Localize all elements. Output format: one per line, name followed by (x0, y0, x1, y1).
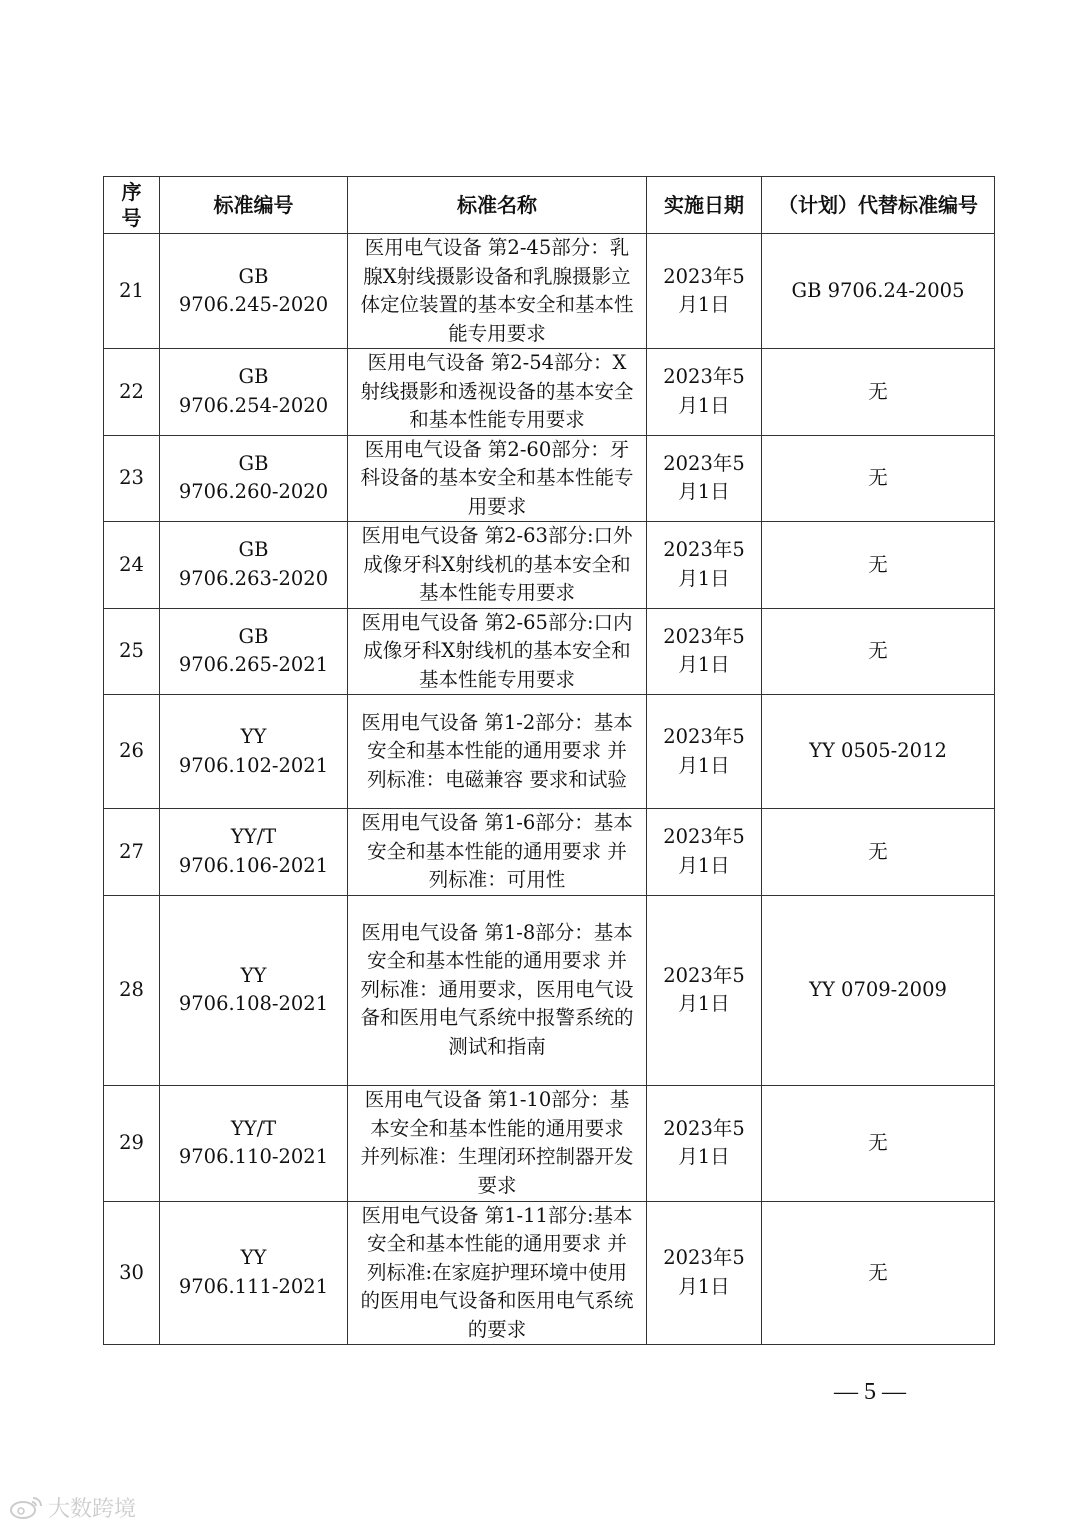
row-replaced-standard: 无 (762, 1085, 995, 1201)
table-row (104, 695, 995, 809)
table-row (104, 608, 995, 695)
row-standard-code: YY/T 9706.110-2021 (160, 1085, 348, 1201)
row-standard-code: GB 9706.260-2020 (160, 435, 348, 522)
row-effective-date: 2023年5 月1日 (647, 435, 762, 522)
header-standard-code: 标准编号 (160, 177, 348, 234)
row-effective-date: 2023年5 月1日 (647, 522, 762, 609)
row-index: 22 (104, 349, 160, 436)
row-replaced-standard: YY 0505-2012 (762, 695, 995, 809)
row-effective-date: 2023年5 月1日 (647, 608, 762, 695)
row-effective-date: 2023年5 月1日 (647, 234, 762, 349)
row-effective-date: 2023年5 月1日 (647, 895, 762, 1085)
row-effective-date: 2023年5 月1日 (647, 349, 762, 436)
header-effective-date: 实施日期 (647, 177, 762, 234)
table-row (104, 1201, 995, 1345)
row-standard-name: 医用电气设备 第2-60部分：牙科设备的基本安全和基本性能专用要求 (348, 435, 647, 522)
row-replaced-standard: 无 (762, 435, 995, 522)
row-index: 29 (104, 1085, 160, 1201)
row-standard-name: 医用电气设备 第2-45部分：乳腺X射线摄影设备和乳腺摄影立体定位装置的基本安全和基本性能专用要求 (348, 234, 647, 349)
row-standard-code: GB 9706.245-2020 (160, 234, 348, 349)
weibo-icon (8, 1494, 44, 1520)
row-effective-date: 2023年5 月1日 (647, 1201, 762, 1345)
header-replaced-standard: （计划）代替标准编号 (762, 177, 995, 234)
row-replaced-standard: 无 (762, 809, 995, 896)
row-standard-name: 医用电气设备 第1-10部分：基本安全和基本性能的通用要求 并列标准：生理闭环控制器开发要求 (348, 1085, 647, 1201)
row-effective-date: 2023年5 月1日 (647, 1085, 762, 1201)
row-replaced-standard: 无 (762, 608, 995, 695)
table-row (104, 234, 995, 349)
header-standard-name: 标准名称 (348, 177, 647, 234)
table-row (104, 435, 995, 522)
table-row (104, 1085, 995, 1201)
watermark-text: 大数跨境 (48, 1496, 137, 1522)
row-effective-date: 2023年5 月1日 (647, 809, 762, 896)
table-row (104, 522, 995, 609)
row-index: 26 (104, 695, 160, 809)
row-index: 23 (104, 435, 160, 522)
header-index: 序 号 (104, 177, 160, 234)
row-standard-name: 医用电气设备 第2-54部分：X射线摄影和透视设备的基本安全和基本性能专用要求 (348, 349, 647, 436)
row-standard-name: 医用电气设备 第1-11部分:基本安全和基本性能的通用要求 并列标准:在家庭护理环境中使用的医用电气设备和医用电气系统的要求 (348, 1201, 647, 1345)
row-effective-date: 2023年5 月1日 (647, 695, 762, 809)
row-index: 30 (104, 1201, 160, 1345)
standards-table (103, 176, 995, 1345)
row-replaced-standard: YY 0709-2009 (762, 895, 995, 1085)
row-standard-code: YY/T 9706.106-2021 (160, 809, 348, 896)
row-replaced-standard: GB 9706.24-2005 (762, 234, 995, 349)
row-index: 21 (104, 234, 160, 349)
row-standard-code: YY 9706.102-2021 (160, 695, 348, 809)
row-standard-name: 医用电气设备 第1-8部分：基本安全和基本性能的通用要求 并列标准：通用要求，医用电气设备和医用电气系统中报警系统的测试和指南 (348, 895, 647, 1085)
row-standard-code: GB 9706.263-2020 (160, 522, 348, 609)
page-number: — 5 — (834, 1379, 906, 1405)
row-standard-name: 医用电气设备 第1-6部分：基本安全和基本性能的通用要求 并列标准：可用性 (348, 809, 647, 896)
row-standard-name: 医用电气设备 第2-65部分:口内成像牙科X射线机的基本安全和基本性能专用要求 (348, 608, 647, 695)
row-replaced-standard: 无 (762, 522, 995, 609)
row-standard-code: GB 9706.265-2021 (160, 608, 348, 695)
table-header-row (104, 177, 995, 234)
row-standard-code: YY 9706.111-2021 (160, 1201, 348, 1345)
row-index: 25 (104, 608, 160, 695)
row-index: 24 (104, 522, 160, 609)
row-standard-code: GB 9706.254-2020 (160, 349, 348, 436)
table-row (104, 895, 995, 1085)
row-standard-name: 医用电气设备 第2-63部分:口外成像牙科X射线机的基本安全和基本性能专用要求 (348, 522, 647, 609)
row-standard-name: 医用电气设备 第1-2部分：基本安全和基本性能的通用要求 并列标准：电磁兼容 要求和试验 (348, 695, 647, 809)
row-replaced-standard: 无 (762, 349, 995, 436)
row-index: 27 (104, 809, 160, 896)
watermark (8, 1490, 148, 1524)
table-row (104, 809, 995, 896)
row-replaced-standard: 无 (762, 1201, 995, 1345)
row-index: 28 (104, 895, 160, 1085)
table-row (104, 349, 995, 436)
row-standard-code: YY 9706.108-2021 (160, 895, 348, 1085)
